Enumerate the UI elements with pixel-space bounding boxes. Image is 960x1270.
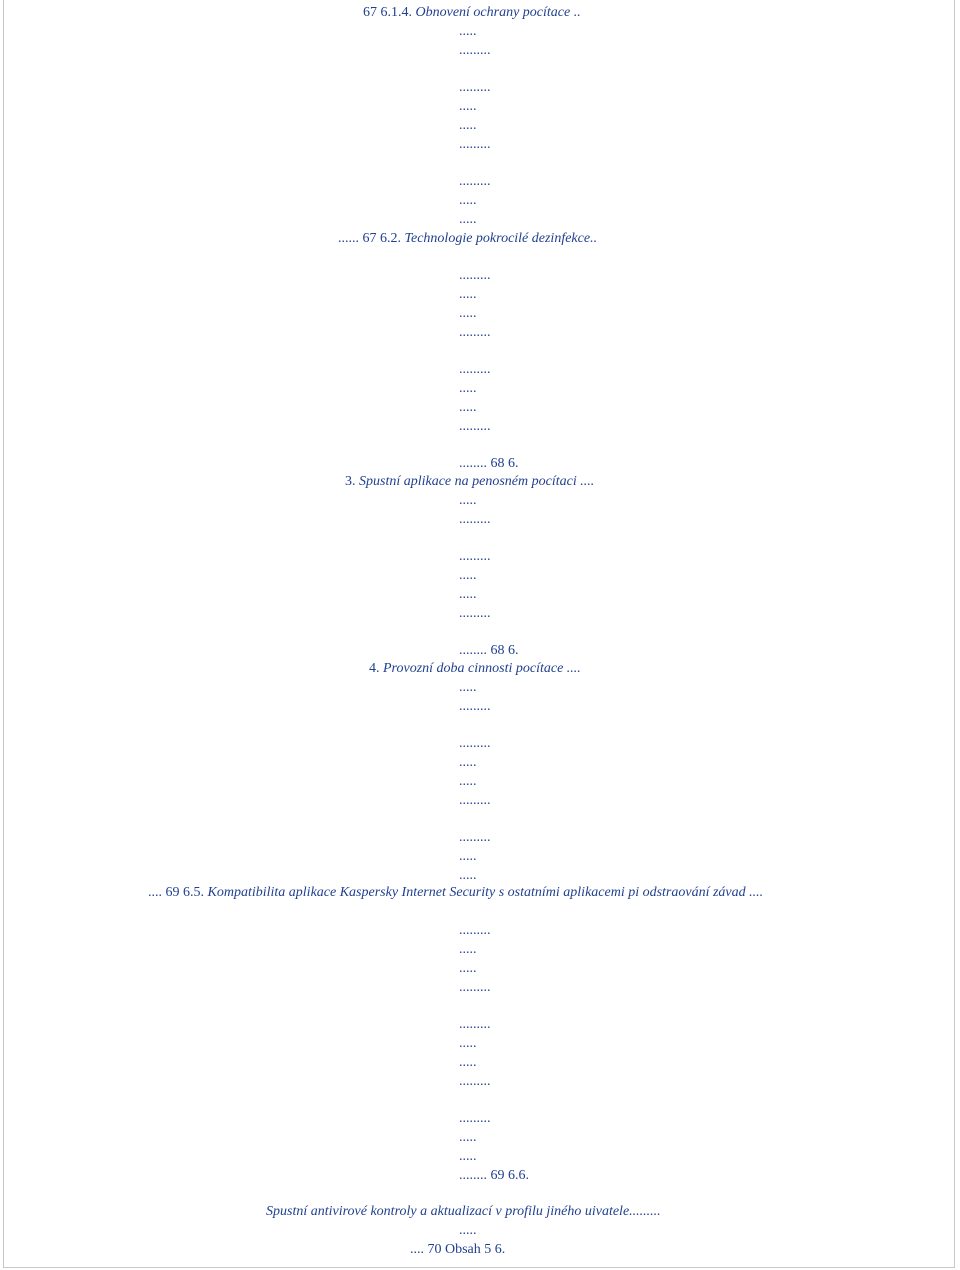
dot-leader: ......... xyxy=(459,549,491,564)
dot-leader: ..... xyxy=(459,400,477,415)
toc-entry-6-1-4[interactable] xyxy=(363,5,581,21)
dot-leader: ..... xyxy=(459,587,477,602)
page-ref: ........ 69 6.6. xyxy=(459,1168,529,1183)
toc-number: 4. xyxy=(369,661,380,676)
toc-title: Technologie pokrocilé dezinfekce.. xyxy=(404,231,598,246)
dot-leader: ..... xyxy=(459,1130,477,1145)
toc-number: 67 6.1.4. xyxy=(363,5,412,20)
toc-title: Kompatibilita aplikace Kaspersky Internet Security s ostatními aplikacemi pi odstraování závad .... xyxy=(207,885,764,900)
dot-leader: ......... xyxy=(459,980,491,995)
dot-leader: ..... xyxy=(459,99,477,114)
dot-leader: ..... xyxy=(459,961,477,976)
dot-leader: ..... xyxy=(459,193,477,208)
dot-leader: ..... xyxy=(459,306,477,321)
page-ref: ........ 68 6. xyxy=(459,643,519,658)
dot-leader: ..... xyxy=(459,118,477,133)
page-ref: .... 70 Obsah 5 6. xyxy=(410,1242,506,1257)
dot-leader: ......... xyxy=(459,1074,491,1089)
dot-leader: ......... xyxy=(459,830,491,845)
dot-leader: ..... xyxy=(459,493,477,508)
page-ref: ........ 68 6. xyxy=(459,456,519,471)
dot-leader: ..... xyxy=(459,755,477,770)
dot-leader: ......... xyxy=(459,736,491,751)
dot-leader: ..... xyxy=(459,212,477,227)
dot-leader: ..... xyxy=(459,1149,477,1164)
toc-entry-6-5[interactable] xyxy=(148,885,763,901)
dot-leader: ......... xyxy=(459,43,491,58)
dot-leader: ..... xyxy=(459,381,477,396)
dot-leader: ......... xyxy=(459,793,491,808)
dot-leader: ......... xyxy=(459,362,491,377)
dot-leader: ......... xyxy=(459,1017,491,1032)
dot-leader: ......... xyxy=(459,606,491,621)
toc-number: .... 69 6.5. xyxy=(148,885,204,900)
dot-leader: ..... xyxy=(459,942,477,957)
dot-leader: ..... xyxy=(459,849,477,864)
dot-leader: ......... xyxy=(459,325,491,340)
toc-entry-6-2[interactable] xyxy=(338,231,597,247)
dot-leader: ..... xyxy=(459,774,477,789)
toc-title: Spustní aplikace na penosném pocítaci .... xyxy=(359,474,595,489)
dot-leader: ..... xyxy=(459,868,477,883)
dot-leader: ......... xyxy=(459,80,491,95)
toc-title: Obnovení ochrany pocítace .. xyxy=(415,5,581,20)
toc-number: 3. xyxy=(345,474,356,489)
toc-entry-6-3[interactable] xyxy=(345,474,594,490)
dot-leader: ......... xyxy=(459,419,491,434)
dot-leader: ..... xyxy=(459,680,477,695)
dot-leader: ..... xyxy=(459,1223,477,1238)
toc-entry-6-4[interactable] xyxy=(369,661,581,677)
dot-leader: ......... xyxy=(459,268,491,283)
dot-leader: ..... xyxy=(459,1055,477,1070)
dot-leader: ......... xyxy=(459,174,491,189)
toc-entry-6-6[interactable]: Spustní antivirové kontroly a aktualizací v profilu jiného uivatele......... xyxy=(266,1204,661,1219)
dot-leader: ......... xyxy=(459,923,491,938)
dot-leader: ..... xyxy=(459,1036,477,1051)
dot-leader: ..... xyxy=(459,568,477,583)
dot-leader: ......... xyxy=(459,1111,491,1126)
dot-leader: ..... xyxy=(459,287,477,302)
dot-leader: ......... xyxy=(459,699,491,714)
dot-leader: ..... xyxy=(459,24,477,39)
dot-leader: ......... xyxy=(459,137,491,152)
toc-title: Provozní doba cinnosti pocítace .... xyxy=(383,661,581,676)
dot-leader: ......... xyxy=(459,512,491,527)
toc-number: ...... 67 6.2. xyxy=(338,231,401,246)
